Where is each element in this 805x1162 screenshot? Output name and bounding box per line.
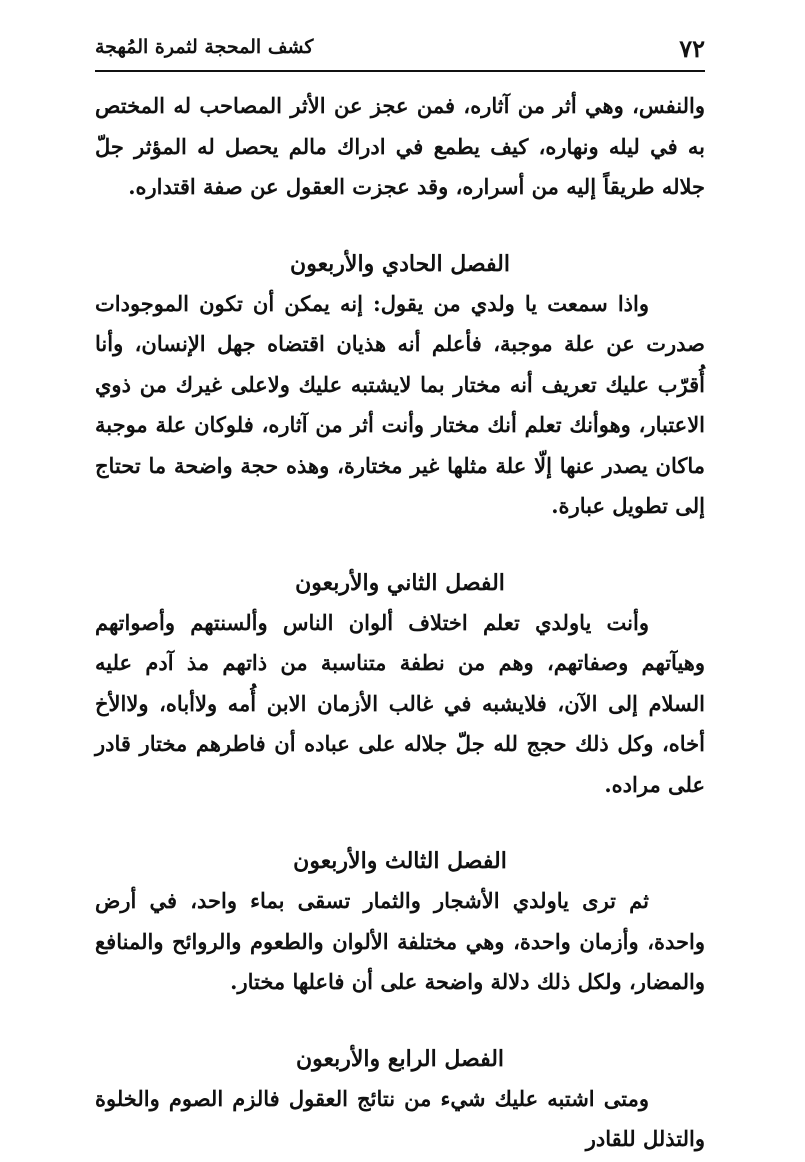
section-heading: الفصل الثاني والأربعون [295, 569, 505, 596]
page-header [95, 30, 705, 72]
section-paragraph: وأنت ياولدي تعلم اختلاف ألوان الناس وألسنتهم وأصواتهم وهيآتهم وصفاتهم، وهم من نطفة متناسبة من ذاتهم مذ آدم عليه السلام إلى الآن، فلايشبه في غالب الأزمان الابن أُمه ولاأباه، ولاالأخ أخاه، وكل ذلك حجج لله جلّ جلاله على عباده أن فاطرهم مختار قادر على مراده. [95, 609, 705, 797]
section-heading: الفصل الرابع والأربعون [295, 1045, 505, 1072]
section-paragraph: واذا سمعت يا ولدي من يقول: إنه يمكن أن تكون الموجودات صدرت عن علة موجبة، فأعلم أنه هذيان اقتضاه جهل الإنسان، وأنا أُقرّب عليك تعريف أنه مختار بما لايشتبه عليك ولاعلى غيرك من ذوي الاعتبار، وهوأنك تعلم أنك مختار وأنت أثر من آثاره، فلوكان علة موجبة ماكان يصدر عنها إلّا علة مثلها غير مختارة، وهذه حجة واضحة ما تحتاج إلى تطويل عبارة. [95, 290, 705, 518]
intro-paragraph: والنفس، وهي أثر من آثاره، فمن عجز عن الأثر المصاحب له المختص به في ليله ونهاره، كيف يطمع في ادراك مالم يحصل له المؤثر جلّ جلاله طريقاً إليه من أسراره، وقد عجزت العقول عن صفة اقتداره. [95, 93, 705, 199]
section-42 [95, 563, 705, 806]
section-paragraph: ثم ترى ياولدي الأشجار والثمار تسقى بماء واحد، في أرض واحدة، وأزمان واحدة، وهي مختلفة الألوان والطعوم والروائح والمنافع والمضار، ولكل ذلك دلالة واضحة على أن فاعلها مختار. [95, 888, 705, 994]
section-41 [95, 244, 705, 527]
section-paragraph: ومتى اشتبه عليك شيء من نتائج العقول فالزم الصوم والخلوة والتذلل للقادر [95, 1085, 705, 1151]
section-heading: الفصل الحادي والأربعون [290, 250, 510, 277]
page-number: ٧٢ [679, 34, 705, 63]
section-heading: الفصل الثالث والأربعون [293, 848, 507, 874]
section-44 [95, 1039, 705, 1160]
section-43 [95, 841, 705, 1003]
page-body [95, 86, 705, 1160]
running-title: كشف المحجة لثمرة المُهجة [95, 36, 314, 58]
